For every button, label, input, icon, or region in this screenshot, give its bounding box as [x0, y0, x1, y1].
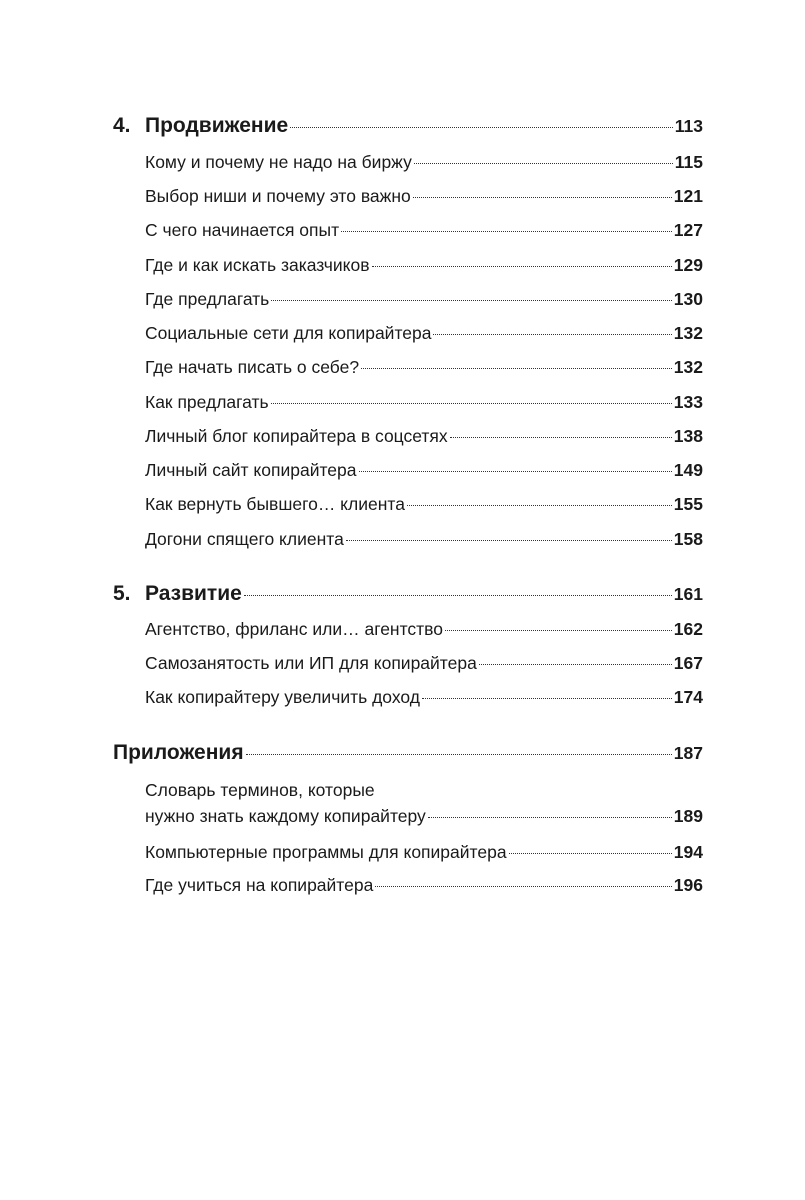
toc-item[interactable] [145, 494, 703, 515]
toc-item[interactable] [145, 842, 703, 863]
toc-item[interactable] [145, 357, 703, 378]
toc-item[interactable] [145, 426, 703, 447]
dot-leader [414, 163, 673, 164]
dot-leader [246, 754, 672, 755]
page-number: 138 [673, 426, 703, 446]
page-number: 158 [673, 529, 703, 549]
toc-item[interactable] [145, 392, 703, 413]
dot-leader [290, 127, 673, 128]
page-number: 196 [673, 875, 703, 895]
dot-leader [271, 300, 671, 301]
toc-item[interactable] [145, 687, 703, 708]
dot-leader [407, 505, 672, 506]
dot-leader [359, 471, 672, 472]
item-title-line-1: Словарь терминов, которые [145, 780, 375, 800]
page-number: 167 [673, 653, 703, 673]
toc-appendix[interactable] [113, 741, 703, 765]
appendix-title: Приложения [113, 741, 244, 764]
page-number: 155 [673, 494, 703, 514]
item-title: Где начать писать о себе? [145, 357, 360, 377]
toc-item[interactable] [145, 289, 703, 310]
toc-item[interactable] [145, 460, 703, 481]
dot-leader [375, 886, 671, 887]
page-number: 174 [673, 687, 703, 707]
page-number: 130 [673, 289, 703, 309]
item-title: Выбор ниши и почему это важно [145, 186, 411, 206]
page-number: 115 [674, 152, 703, 172]
toc-item[interactable] [145, 619, 703, 640]
page-number: 189 [673, 806, 703, 826]
dot-leader [341, 231, 672, 232]
toc-item[interactable] [145, 220, 703, 241]
toc-item[interactable] [145, 255, 703, 276]
toc-item[interactable] [145, 875, 703, 896]
dot-leader [372, 266, 672, 267]
toc-item[interactable] [145, 323, 703, 344]
toc-chapter-5[interactable] [113, 582, 703, 606]
page-number: 149 [673, 460, 703, 480]
dot-leader [509, 853, 672, 854]
toc-item[interactable] [145, 529, 703, 550]
page-number: 133 [673, 392, 703, 412]
dot-leader [271, 403, 672, 404]
page-number: 132 [673, 323, 703, 343]
dot-leader [433, 334, 671, 335]
item-title: Где учиться на копирайтера [145, 875, 374, 895]
item-title: С чего начинается опыт [145, 220, 340, 240]
page-number: 113 [674, 116, 703, 136]
item-title: Агентство, фриланс или… агентство [145, 619, 444, 639]
chapter-number: 5. [113, 582, 131, 605]
dot-leader [445, 630, 672, 631]
dot-leader [413, 197, 672, 198]
chapter-title: Продвижение [145, 114, 289, 137]
toc-item[interactable] [145, 186, 703, 207]
dot-leader [361, 368, 672, 369]
dot-leader [346, 540, 672, 541]
page-number: 187 [673, 743, 703, 763]
chapter-number: 4. [113, 114, 131, 137]
toc-item[interactable] [145, 152, 703, 173]
item-title: Где предлагать [145, 289, 270, 309]
chapter-title: Развитие [145, 582, 242, 605]
toc-chapter-4[interactable] [113, 114, 703, 138]
item-title: Компьютерные программы для копирайтера [145, 842, 507, 862]
item-title: Где и как искать заказчиков [145, 255, 370, 275]
page-number: 129 [673, 255, 703, 275]
item-title: Догони спящего клиента [145, 529, 344, 549]
page-number: 162 [673, 619, 703, 639]
item-title: Социальные сети для копирайтера [145, 323, 432, 343]
dot-leader [450, 437, 672, 438]
toc-item[interactable] [145, 806, 703, 827]
page-number: 132 [673, 357, 703, 377]
item-title: Как копирайтеру увеличить доход [145, 687, 420, 707]
dot-leader [422, 698, 672, 699]
item-title: Как вернуть бывшего… клиента [145, 494, 405, 514]
item-title: Как предлагать [145, 392, 269, 412]
item-title: Самозанятость или ИП для копирайтера [145, 653, 477, 673]
item-title: Личный блог копирайтера в соцсетях [145, 426, 448, 446]
item-title: Личный сайт копирайтера [145, 460, 357, 480]
page-number: 127 [673, 220, 703, 240]
dot-leader [428, 817, 672, 818]
item-title: нужно знать каждому копирайтеру [145, 806, 426, 826]
dot-leader [244, 595, 672, 596]
page-number: 161 [673, 584, 703, 604]
toc-item[interactable] [145, 653, 703, 674]
page-number: 121 [673, 186, 703, 206]
page-number: 194 [673, 842, 703, 862]
item-title: Кому и почему не надо на биржу [145, 152, 412, 172]
dot-leader [479, 664, 672, 665]
